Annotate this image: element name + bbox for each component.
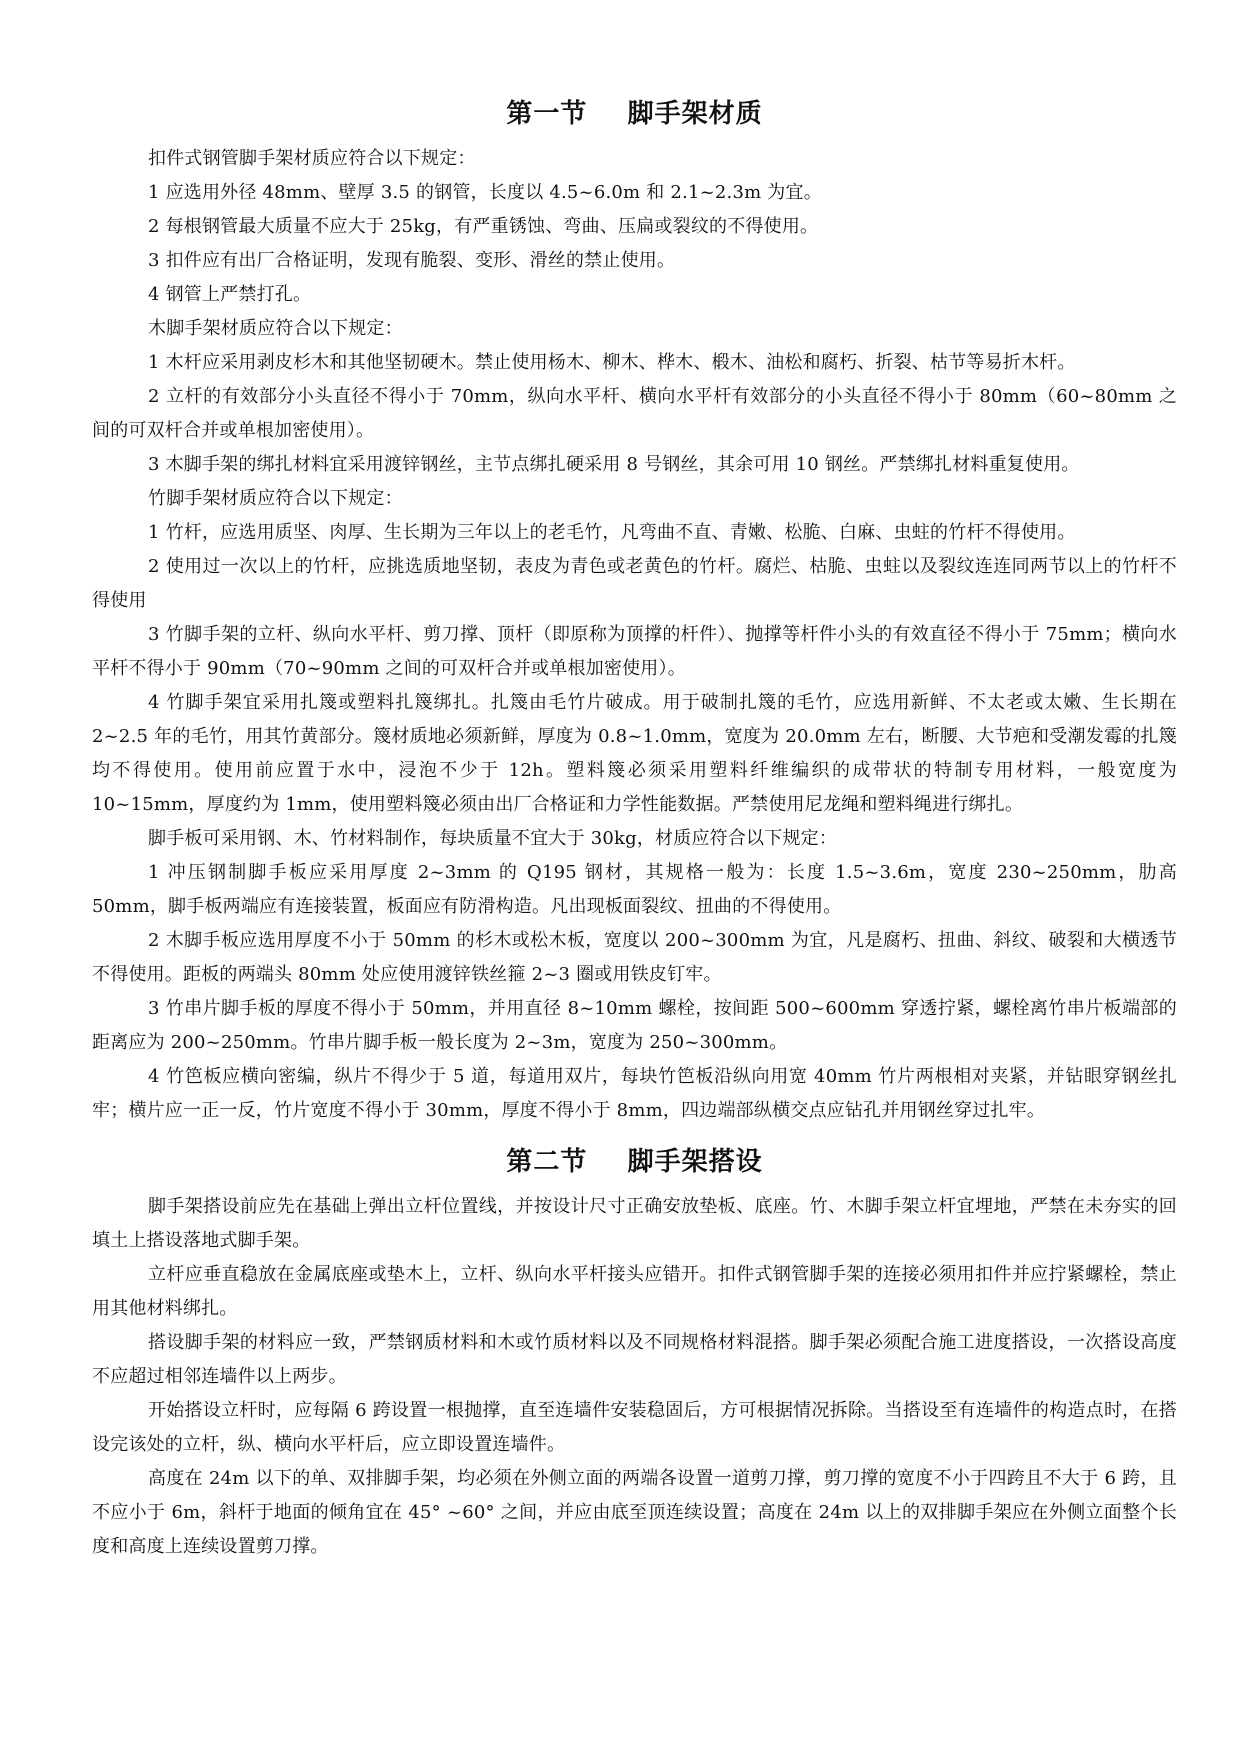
paragraph: 1 木杆应采用剥皮杉木和其他坚韧硬木。禁止使用杨木、柳木、桦木、椴木、油松和腐朽、折裂、枯节等易折木杆。 (148, 352, 1076, 373)
paragraph: 立杆应垂直稳放在金属底座或垫木上，立杆、纵向水平杆接头应错开。扣件式钢管脚手架的连接必须用扣件并应拧紧螺栓，禁止用其他材料绑扎。 (92, 1264, 1177, 1319)
paragraph: 4 钢管上严禁打孔。 (148, 284, 312, 305)
paragraph: 3 竹串片脚手板的厚度不得小于 50mm，并用直径 8~10mm 螺栓，按间距 500~600mm 穿透拧紧，螺栓离竹串片板端部的距离应为 200~250mm。竹串片脚手板一般长度为 2~3m，宽度为 250~300mm。 (92, 998, 1177, 1053)
section-body (92, 1190, 1177, 1564)
paragraph: 脚手板可采用钢、木、竹材料制作，每块质量不宜大于 30kg，材质应符合以下规定： (148, 828, 838, 849)
paragraph: 2 使用过一次以上的竹杆，应挑选质地坚韧，表皮为青色或老黄色的竹杆。腐烂、枯脆、虫蛀以及裂纹连连同两节以上的竹杆不得使用 (92, 556, 1177, 611)
paragraph: 4 竹笆板应横向密编，纵片不得少于 5 道，每道用双片，每块竹笆板沿纵向用宽 40mm 竹片两根相对夹紧，并钻眼穿钢丝扎牢；横片应一正一反，竹片宽度不得小于 30mm，厚度不得小于 8mm，四边端部纵横交点应钻孔并用钢丝穿过扎牢。 (92, 1066, 1177, 1121)
paragraph: 脚手架搭设前应先在基础上弹出立杆位置线，并按设计尺寸正确安放垫板、底座。竹、木脚手架立杆宜埋地，严禁在未夯实的回填土上搭设落地式脚手架。 (92, 1196, 1177, 1251)
paragraph: 木脚手架材质应符合以下规定： (148, 318, 403, 339)
section-title: 第二节 脚手架搭设 (506, 1147, 763, 1177)
paragraph: 3 扣件应有出厂合格证明，发现有脆裂、变形、滑丝的禁止使用。 (148, 250, 676, 271)
paragraph: 3 木脚手架的绑扎材料宜采用渡锌钢丝，主节点绑扎硬采用 8 号钢丝，其余可用 10 钢丝。严禁绑扎材料重复使用。 (148, 454, 1080, 475)
paragraph: 高度在 24m 以下的单、双排脚手架，均必须在外侧立面的两端各设置一道剪刀撑，剪刀撑的宽度不小于四跨且不大于 6 跨，且不应小于 6m，斜杆于地面的倾角宜在 45° ~60° 之间，并应由底至顶连续设置；高度在 24m 以上的双排脚手架应在外侧立面整个长度和高度上连续设置剪刀撑。 (92, 1468, 1177, 1557)
section-body (92, 142, 1177, 1128)
paragraph: 3 竹脚手架的立杆、纵向水平杆、剪刀撑、顶杆（即原称为顶撑的杆件）、抛撑等杆件小头的有效直径不得小于 75mm；横向水平杆不得小于 90mm（70~90mm 之间的可双杆合并或单根加密使用）。 (92, 624, 1177, 679)
paragraph: 搭设脚手架的材料应一致，严禁钢质材料和木或竹质材料以及不同规格材料混搭。脚手架必须配合施工进度搭设，一次搭设高度不应超过相邻连墙件以上两步。 (92, 1332, 1177, 1387)
paragraph: 2 木脚手板应选用厚度不小于 50mm 的杉木或松木板，宽度以 200~300mm 为宜，凡是腐朽、扭曲、斜纹、破裂和大横透节不得使用。距板的两端头 80mm 处应使用渡锌铁丝箍 2~3 圈或用铁皮钉牢。 (92, 930, 1177, 985)
paragraph: 1 冲压钢制脚手板应采用厚度 2~3mm 的 Q195 钢材，其规格一般为：长度 1.5~3.6m，宽度 230~250mm，肋高 50mm，脚手板两端应有连接装置，板面应有防滑构造。凡出现板面裂纹、扭曲的不得使用。 (92, 862, 1177, 917)
paragraph: 4 竹脚手架宜采用扎篾或塑料扎篾绑扎。扎篾由毛竹片破成。用于破制扎篾的毛竹，应选用新鲜、不太老或太嫩、生长期在 2~2.5 年的毛竹，用其竹黄部分。篾材质地必须新鲜，厚度为 0.8~1.0mm，宽度为 20.0mm 左右，断腰、大节疤和受潮发霉的扎篾均不得使用。使用前应置于水中，浸泡不少于 12h。塑料篾必须采用塑料纤维编织的成带状的特制专用材料，一般宽度为 10~15mm，厚度约为 1mm，使用塑料篾必须由出厂合格证和力学性能数据。严禁使用尼龙绳和塑料绳进行绑扎。 (92, 692, 1177, 815)
paragraph: 2 每根钢管最大质量不应大于 25kg，有严重锈蚀、弯曲、压扁或裂纹的不得使用。 (148, 216, 819, 237)
paragraph: 1 竹杆，应选用质坚、肉厚、生长期为三年以上的老毛竹，凡弯曲不直、青嫩、松脆、白麻、虫蛀的竹杆不得使用。 (148, 522, 1076, 543)
paragraph: 开始搭设立杆时，应每隔 6 跨设置一根抛撑，直至连墙件安装稳固后，方可根据情况拆除。当搭设至有连墙件的构造点时，在搭设完该处的立杆，纵、横向水平杆后，应立即设置连墙件。 (92, 1400, 1177, 1455)
paragraph: 1 应选用外径 48mm、壁厚 3.5 的钢管，长度以 4.5~6.0m 和 2.1~2.3m 为宜。 (148, 182, 822, 203)
paragraph: 2 立杆的有效部分小头直径不得小于 70mm，纵向水平杆、横向水平杆有效部分的小头直径不得小于 80mm（60~80mm 之间的可双杆合并或单根加密使用）。 (92, 386, 1177, 441)
paragraph: 竹脚手架材质应符合以下规定： (148, 488, 403, 509)
paragraph: 扣件式钢管脚手架材质应符合以下规定： (148, 148, 476, 169)
section-title: 第一节 脚手架材质 (506, 99, 763, 129)
